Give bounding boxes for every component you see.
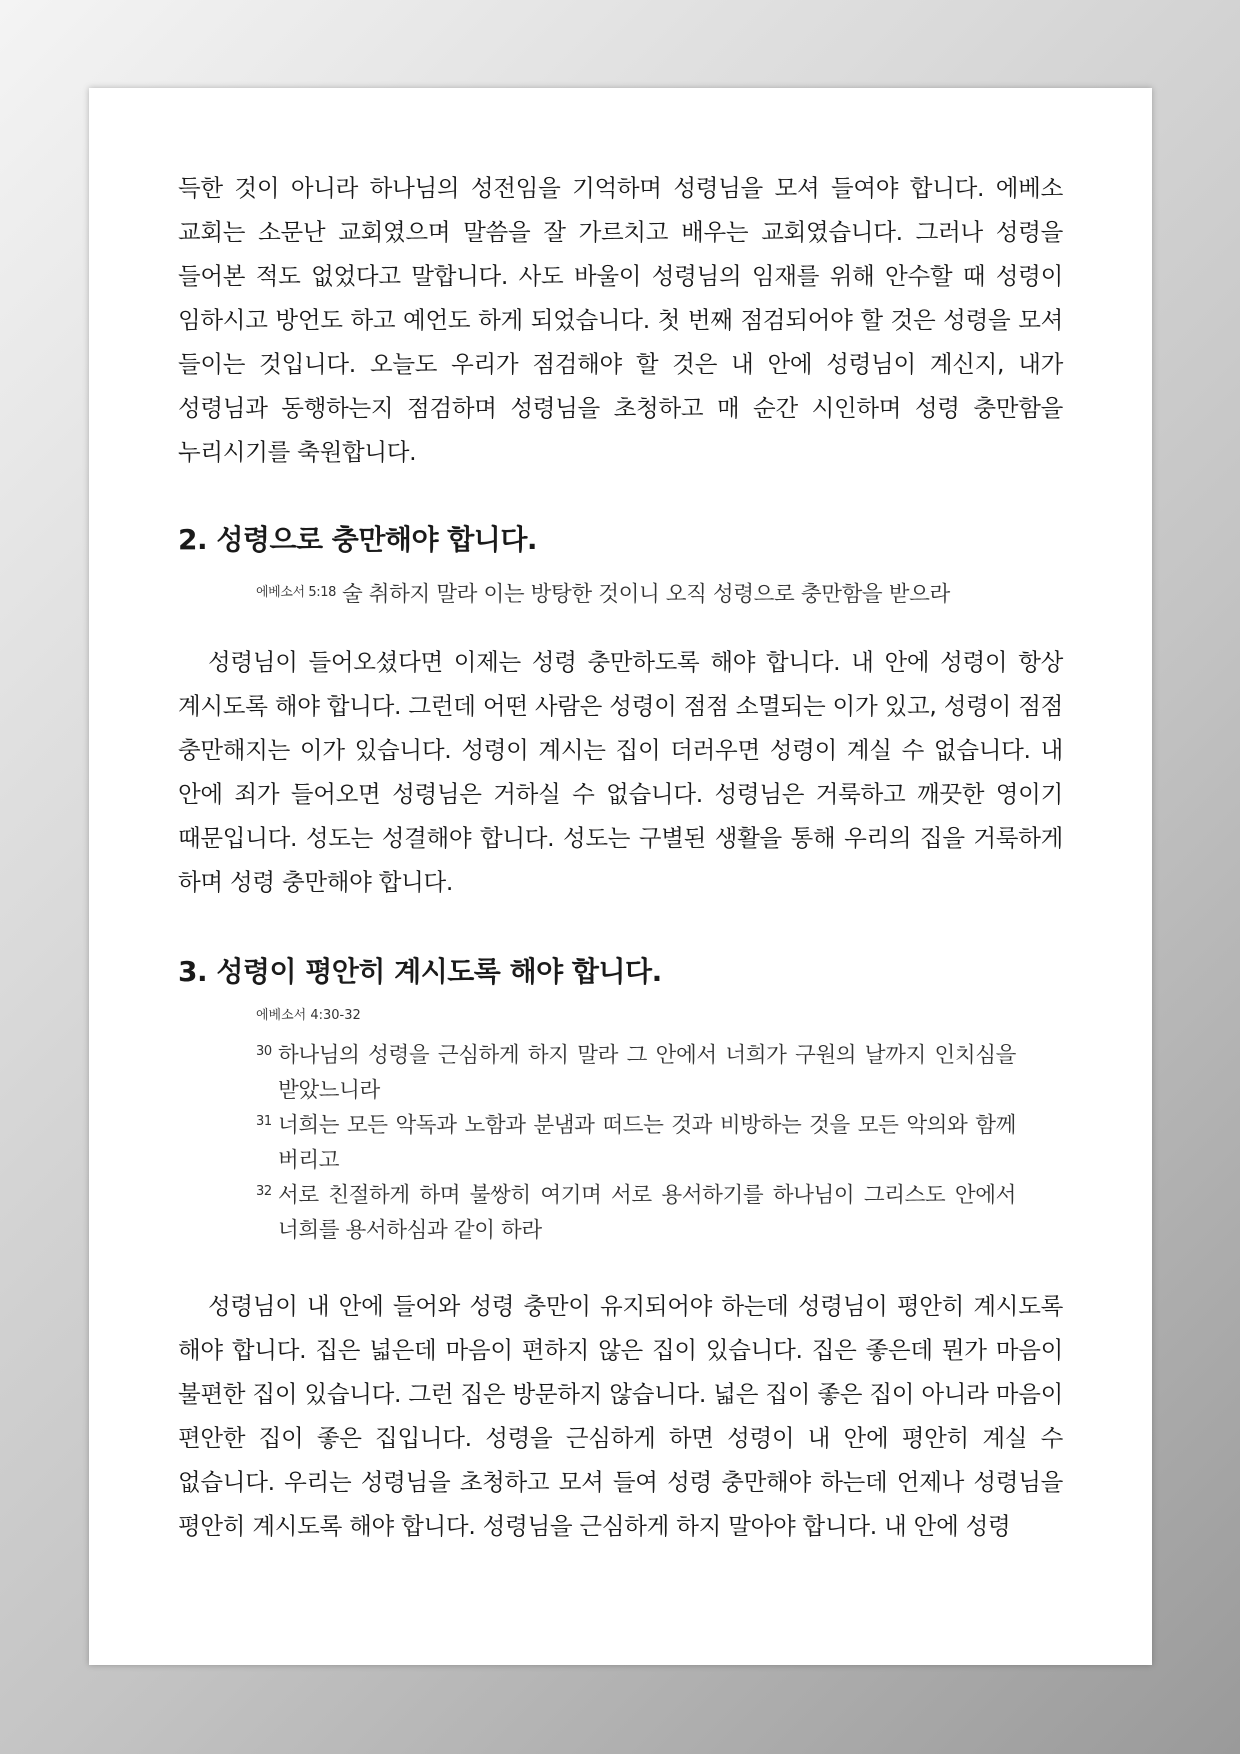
- verse-text: 서로 친절하게 하며 불쌍히 여기며 서로 용서하기를 하나님이 그리스도 안에서 너희를 용서하심과 같이 하라: [278, 1183, 1016, 1243]
- verse-text: 너희는 모든 악독과 노함과 분냄과 떠드는 것과 비방하는 것을 모든 악의와 함께 버리고: [278, 1113, 1016, 1173]
- body-paragraph: 성령님이 들어오셨다면 이제는 성령 충만하도록 해야 합니다. 내 안에 성령이 항상 계시도록 해야 합니다. 그런데 어떤 사람은 성령이 점점 소멸되는 이가 있고, 성령이 점점 충만해지는 이가 있습니다. 성령이 계시는 집이 더러우면 성령이 계실 수 없습니다. 내 안에 죄가 들어오면 성령님은 거하실 수 없습니다. 성령님은 거룩하고 깨끗한 영이기 때문입니다. 성도는 성결해야 합니다. 성도는 구별된 생활을 통해 우리의 집을 거룩하게 하며 성령 충만해야 합니다.: [178, 648, 1063, 896]
- section-heading: 3. 성령이 평안히 계시도록 해야 합니다.: [178, 955, 662, 988]
- scripture-quote: [256, 576, 1016, 612]
- scripture-verse: [256, 1038, 1016, 1108]
- document-page: [89, 88, 1152, 1665]
- scripture-verse: [256, 1178, 1016, 1248]
- scripture-reference: 에베소서 5:18: [256, 585, 336, 600]
- verse-number: 32: [256, 1184, 272, 1199]
- body-paragraph: 성령님이 내 안에 들어와 성령 충만이 유지되어야 하는데 성령님이 평안히 계시도록 해야 합니다. 집은 넓은데 마음이 편하지 않은 집이 있습니다. 집은 좋은데 뭔가 마음이 불편한 집이 있습니다. 그런 집은 방문하지 않습니다. 넓은 집이 좋은 집이 아니라 마음이 편안한 집이 좋은 집입니다. 성령을 근심하게 하면 성령이 내 안에 평안히 계실 수 없습니다. 우리는 성령님을 초청하고 모셔 들여 성령 충만해야 하는데 언제나 성령님을 평안히 계시도록 해야 합니다. 성령님을 근심하게 하지 말아야 합니다. 내 안에 성령: [178, 1292, 1063, 1540]
- scripture-text: 술 취하지 말라 이는 방탕한 것이니 오직 성령으로 충만함을 받으라: [341, 582, 950, 607]
- verse-number: 31: [256, 1114, 272, 1129]
- scripture-verse: [256, 1108, 1016, 1178]
- body-paragraph: 득한 것이 아니라 하나님의 성전임을 기억하며 성령님을 모셔 들여야 합니다. 에베소 교회는 소문난 교회였으며 말씀을 잘 가르치고 배우는 교회였습니다. 그러나 성령을 들어본 적도 없었다고 말합니다. 사도 바울이 성령님의 임재를 위해 안수할 때 성령이 임하시고 방언도 하고 예언도 하게 되었습니다. 첫 번째 점검되어야 할 것은 성령을 모셔 들이는 것입니다. 오늘도 우리가 점검해야 할 것은 내 안에 성령님이 계신지, 내가 성령님과 동행하는지 점검하며 성령님을 초청하고 매 순간 시인하며 성령 충만함을 누리시기를 축원합니다.: [178, 174, 1063, 466]
- scripture-verse-list: [256, 1038, 1016, 1248]
- section-heading: 2. 성령으로 충만해야 합니다.: [178, 523, 538, 556]
- verse-number: 30: [256, 1044, 272, 1059]
- scripture-reference: 에베소서 4:30-32: [256, 1008, 361, 1023]
- verse-text: 하나님의 성령을 근심하게 하지 말라 그 안에서 너희가 구원의 날까지 인치심을 받았느니라: [278, 1043, 1016, 1103]
